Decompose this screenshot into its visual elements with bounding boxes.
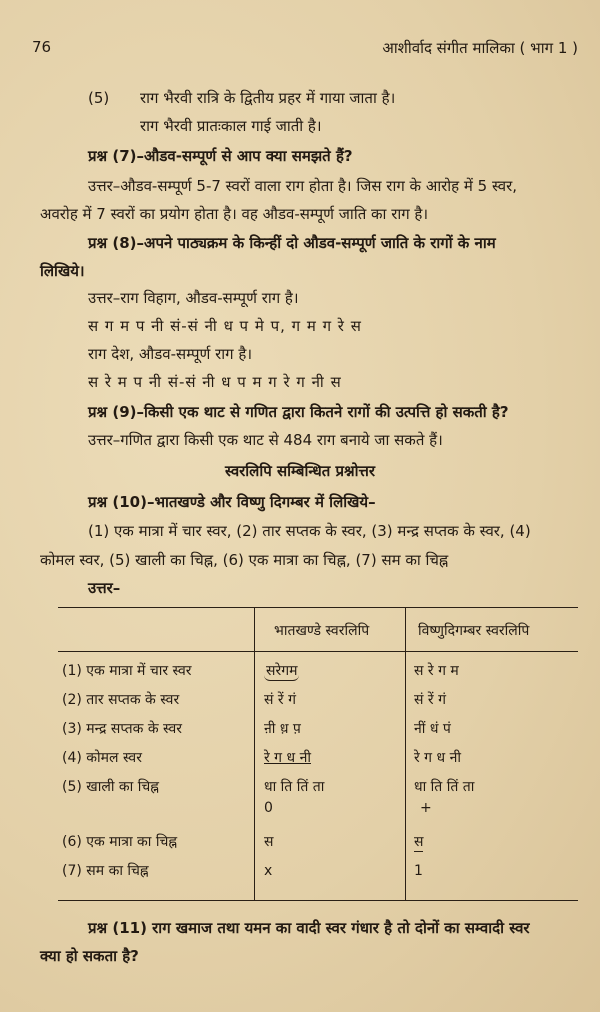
answer-8-line2: स ग म प नी सं-सं नी ध प मे प, ग म ग रे स [88, 317, 362, 335]
notation-table [58, 607, 578, 901]
table-row-label: (6) एक मात्रा का चिह्न [62, 834, 178, 850]
table-cell-vishnu: स रे ग म [414, 663, 459, 679]
table-column-rule-1 [254, 607, 255, 901]
table-row-label: (3) मन्द्र सप्तक के स्वर [62, 721, 182, 737]
table-row-label: (4) कोमल स्वर [62, 750, 142, 766]
table-cell-bhatkhande: स [264, 834, 274, 850]
table-cell-vishnu: सं रें गं [414, 692, 446, 708]
table-row-label: (5) खाली का चिह्न [62, 779, 159, 795]
item5-line2: राग भैरवी प्रातःकाल गाई जाती है। [140, 117, 322, 135]
question-8-line2: लिखिये। [40, 262, 85, 280]
item5-number: (5) [88, 89, 110, 107]
table-row-label: (7) सम का चिह्न [62, 863, 149, 879]
table-cell-vishnu: रे ग ध नी [414, 750, 461, 766]
table-cell-bhatkhande: सं रें गं [264, 692, 296, 708]
question-8-line1: प्रश्न (8)–अपने पाठ्यक्रम के किन्हीं दो औडव-सम्पूर्ण जाति के रागों के नाम [88, 234, 496, 252]
table-row-label: (2) तार सप्तक के स्वर [62, 692, 180, 708]
table-cell-bhatkhande: ऩी ध़ प़ [264, 721, 301, 737]
page-header [0, 38, 600, 62]
section-heading: स्वरलिपि सम्बिन्धित प्रश्नोत्तर [224, 462, 376, 480]
question-9: प्रश्न (9)–किसी एक थाट से गणित द्वारा कितने रागों की उत्पत्ति हो सकती है? [88, 403, 509, 421]
table-bottom-rule [58, 900, 578, 901]
answer-8-line3: राग देश, औडव-सम्पूर्ण राग है। [88, 345, 252, 363]
answer-10-label: उत्तर– [88, 579, 121, 597]
khali-mark-vishnu: + [420, 800, 432, 816]
table-header-rule [58, 651, 578, 652]
answer-9: उत्तर–गणित द्वारा किसी एक थाट से 484 राग बनाये जा सकते हैं। [88, 431, 443, 449]
book-title: आशीर्वाद संगीत मालिका ( भाग 1 ) [382, 39, 578, 57]
question-10: प्रश्न (10)–भातखण्डे और विष्णु दिगम्बर में लिखिये– [88, 493, 376, 511]
answer-8-line1: उत्तर–राग विहाग, औडव-सम्पूर्ण राग है। [88, 289, 299, 307]
table-cell-bhatkhande: रे ग ध नी [264, 750, 311, 766]
table-cell-vishnu: स [414, 834, 424, 850]
item5-line1: राग भैरवी रात्रि के द्वितीय प्रहर में गाया जाता है। [140, 89, 396, 107]
question-11-line2: क्या हो सकता है? [40, 947, 139, 965]
question-10-list-line1: (1) एक मात्रा में चार स्वर, (2) तार सप्तक के स्वर, (3) मन्द्र सप्तक के स्वर, (4) [88, 522, 531, 540]
table-cell-bhatkhande: धा ति तिं ता [264, 779, 325, 795]
question-7: प्रश्न (7)–औडव-सम्पूर्ण से आप क्या समझते हैं? [88, 147, 353, 165]
page-number: 76 [32, 38, 52, 56]
table-cell-bhatkhande: सरेगम [266, 663, 298, 679]
table-top-rule [58, 607, 578, 608]
table-cell-bhatkhande: x [264, 863, 273, 879]
question-11-line1: प्रश्न (11) राग खमाज तथा यमन का वादी स्वर गंधार है तो दोनों का सम्वादी स्वर [88, 919, 530, 937]
table-column-rule-2 [405, 607, 406, 901]
table-cell-vishnu: धा ति तिं ता [414, 779, 475, 795]
khali-mark-bhatkhande: 0 [264, 800, 273, 816]
table-header-bhatkhande: भातखण्डे स्वरलिपि [274, 623, 370, 639]
answer-8-line4: स रे म प नी सं-सं नी ध प म ग रे ग नी स [88, 373, 342, 391]
table-header-vishnu: विष्णुदिगम्बर स्वरलिपि [418, 623, 530, 639]
table-row-label: (1) एक मात्रा में चार स्वर [62, 663, 192, 679]
answer-7-line2: अवरोह में 7 स्वरों का प्रयोग होता है। वह औडव-सम्पूर्ण जाति का राग है। [40, 205, 429, 223]
answer-7-line1: उत्तर–औडव-सम्पूर्ण 5-7 स्वरों वाला राग होता है। जिस राग के आरोह में 5 स्वर, [88, 177, 518, 195]
table-cell-vishnu: नीं धं पं [414, 721, 451, 737]
question-10-list-line2: कोमल स्वर, (5) खाली का चिह्न, (6) एक मात्रा का चिह्न, (7) सम का चिह्न [40, 551, 449, 569]
table-cell-vishnu: 1 [414, 863, 423, 879]
